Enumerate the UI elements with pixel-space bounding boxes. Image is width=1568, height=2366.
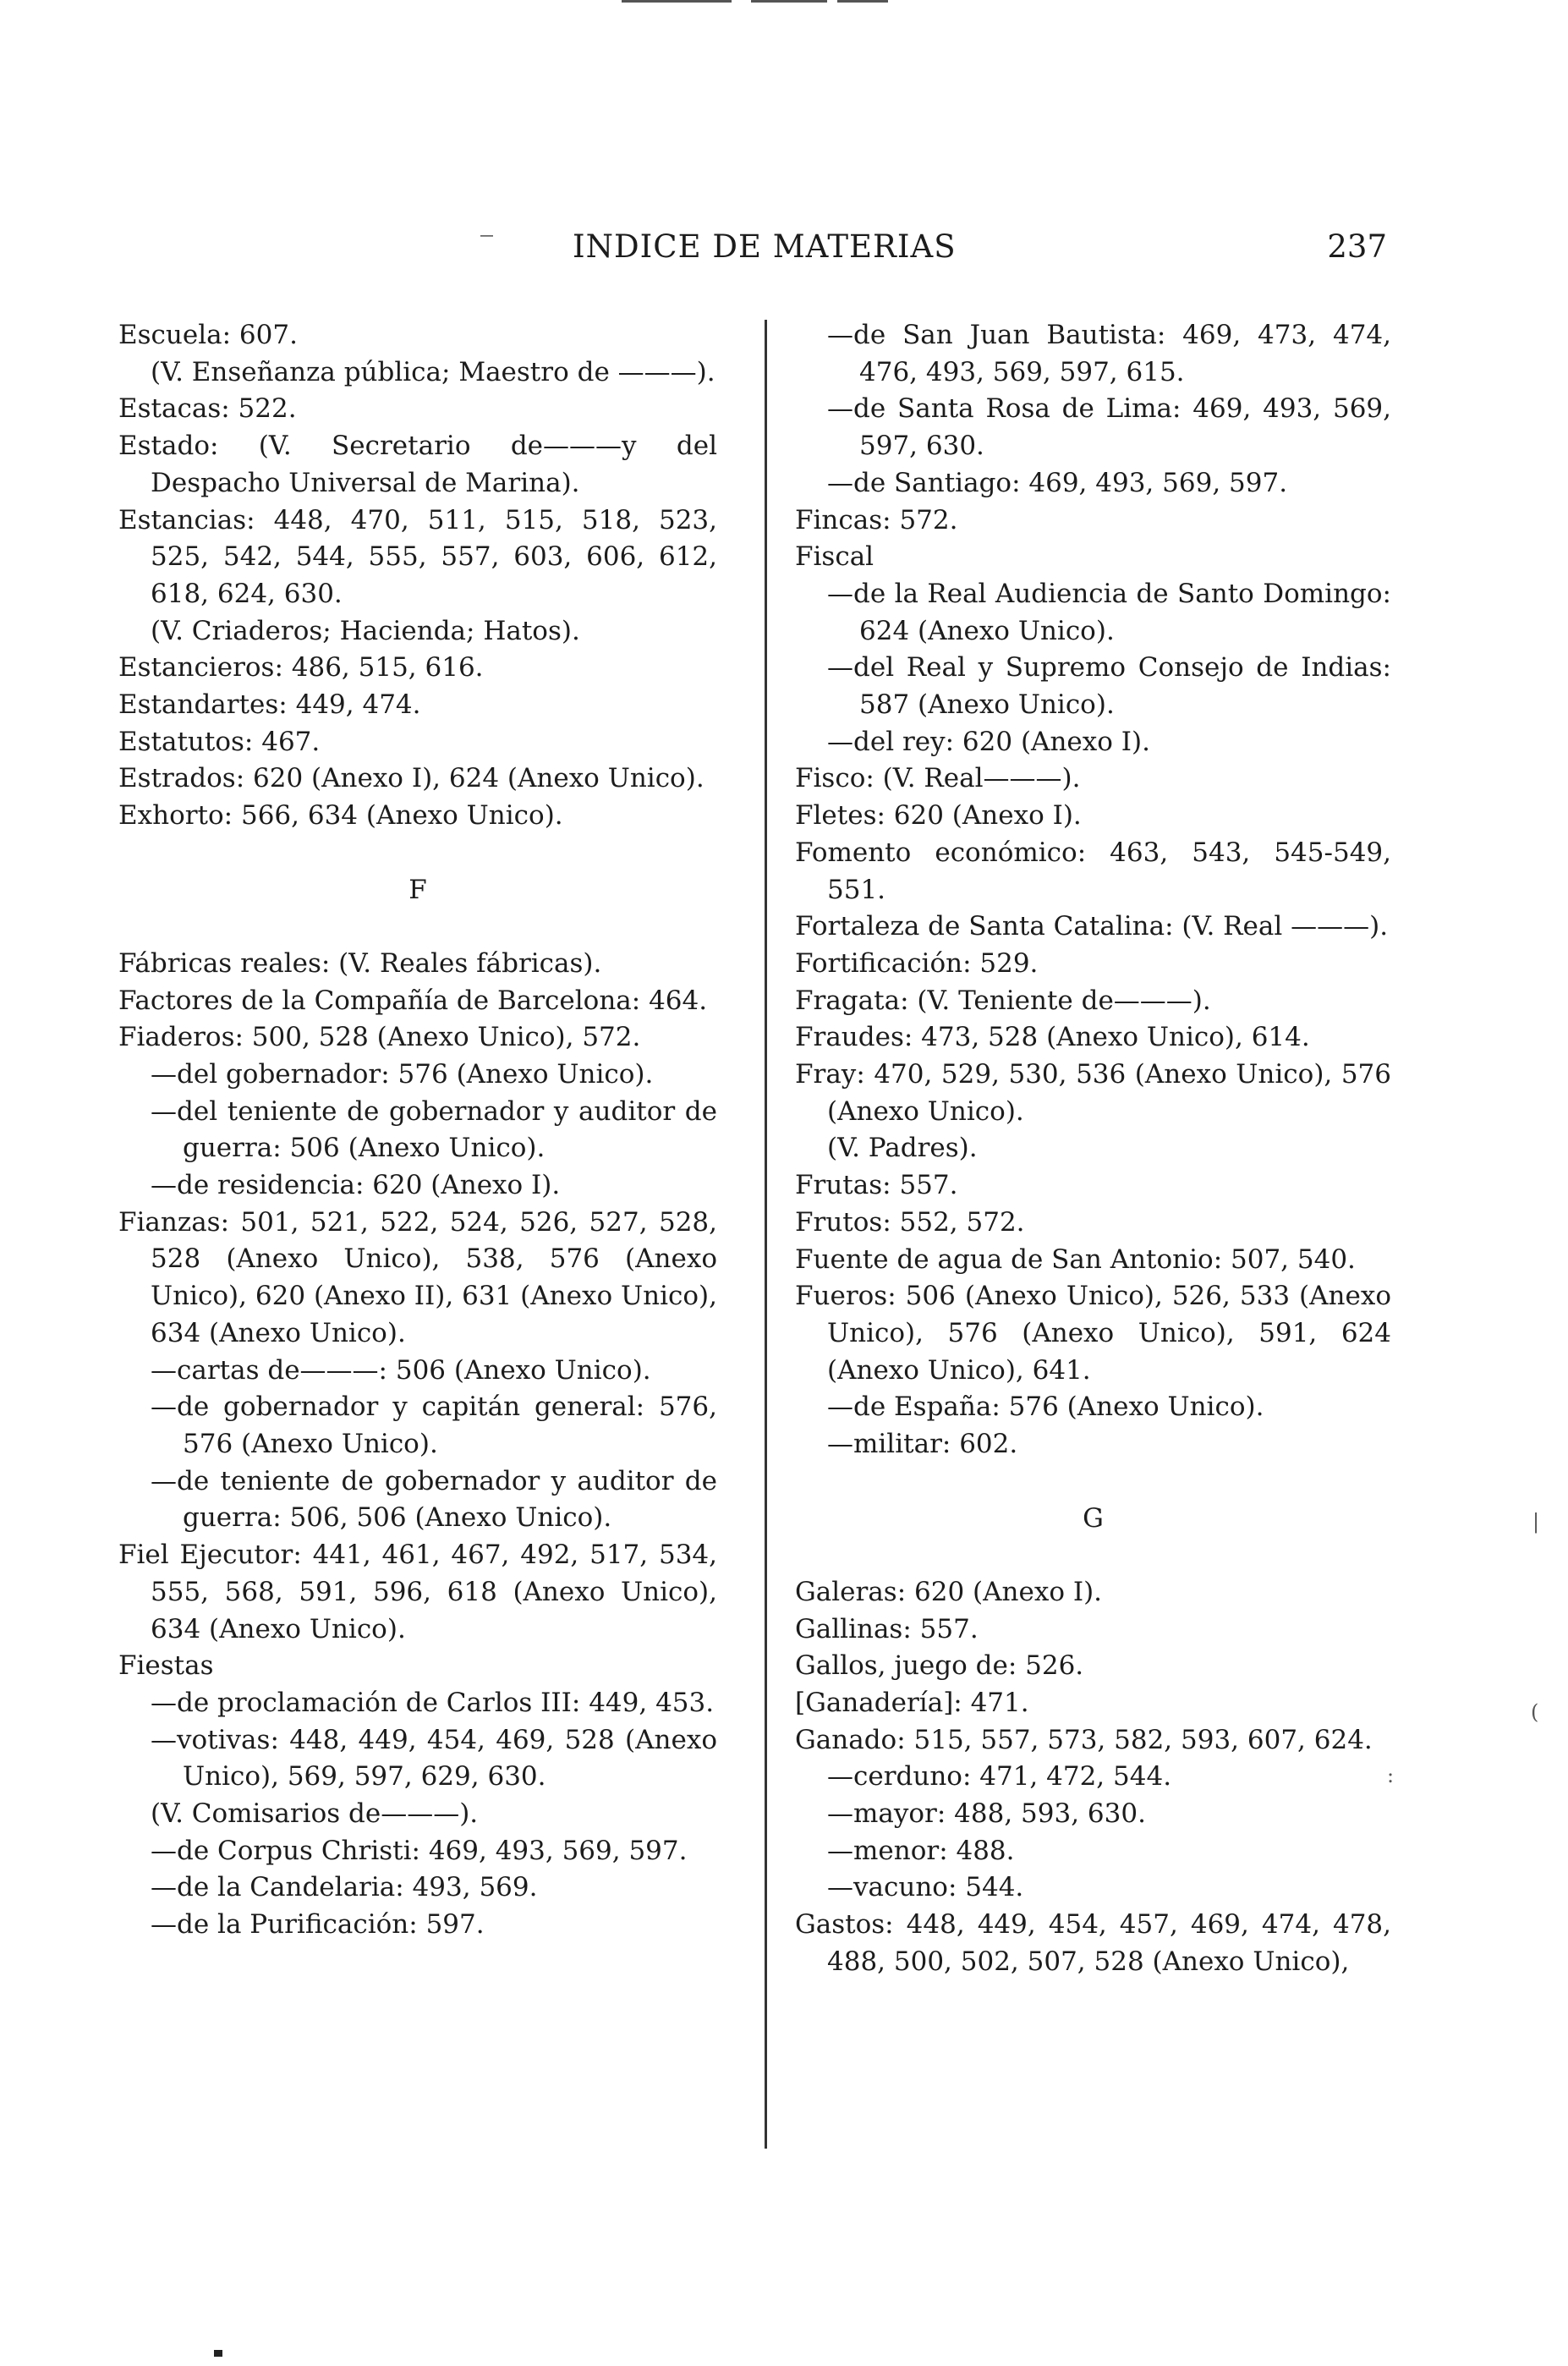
index-subentry: —de la Real Audiencia de Santo Domingo: 624 (Anexo Unico). (827, 578, 1391, 646)
index-entry: Estatutos: 467. (118, 726, 321, 757)
index-subentry: —de residencia: 620 (Anexo I). (151, 1170, 561, 1201)
index-subentry: —de Santa Rosa de Lima: 469, 493, 569, 597, 630. (827, 393, 1391, 462)
index-entry: Fisco: (V. Real———). (795, 763, 1081, 794)
index-entry: Escuela: 607. (118, 320, 298, 350)
index-entry: Fray: 470, 529, 530, 536 (Anexo Unico), 576 (Anexo Unico). (795, 1059, 1391, 1127)
index-subentry: —de teniente de gobernador y auditor de guerra: 506, 506 (Anexo Unico). (151, 1465, 717, 1534)
header-dash-mark: ‾ (480, 232, 493, 261)
index-subentry: (V. Comisarios de———). (151, 1798, 479, 1830)
index-subentry: —militar: 602. (827, 1429, 1018, 1460)
index-entry: Fragata: (V. Teniente de———). (795, 985, 1211, 1016)
index-subentry: —del rey: 620 (Anexo I). (827, 726, 1150, 757)
index-subentry: —del Real y Supremo Consejo de Indias: 587 (Anexo Unico). (827, 652, 1391, 721)
column-divider (765, 320, 767, 2149)
index-entry: Fomento económico: 463, 543, 545-549, 551. (795, 837, 1391, 905)
index-entry: Fortaleza de Santa Catalina: (V. Real ———). (795, 911, 1389, 942)
index-subentry: —de proclamación de Carlos III: 449, 453. (151, 1687, 715, 1718)
index-entry: Fiel Ejecutor: 441, 461, 467, 492, 517, 534, 555, 568, 591, 596, 618 (Anexo Unico), 634 (Anexo Unico). (118, 1540, 717, 1644)
index-entry: Fábricas reales: (V. Reales fábricas). (118, 947, 602, 979)
index-entry: Fletes: 620 (Anexo I). (795, 800, 1082, 832)
index-subentry: —de Santiago: 469, 493, 569, 597. (827, 467, 1288, 498)
index-entry: Estado: (V. Secretario de———y del Despacho Universal de Marina). (118, 431, 717, 498)
running-header (118, 228, 1387, 271)
index-subentry: —menor: 488. (827, 1835, 1015, 1866)
page-number: 237 (1327, 228, 1387, 265)
index-subentry: —de la Candelaria: 493, 569. (151, 1872, 538, 1903)
index-entry: Fortificación: 529. (795, 947, 1039, 979)
index-entry: Gastos: 448, 449, 454, 457, 469, 474, 478, 488, 500, 502, 507, 528 (Anexo Unico), (795, 1909, 1391, 1977)
index-subentry: —mayor: 488, 593, 630. (827, 1798, 1146, 1830)
scan-edge-mark (837, 0, 888, 3)
index-entry: Fiaderos: 500, 528 (Anexo Unico), 572. (118, 1022, 641, 1053)
section-letter: G (1083, 1502, 1104, 1534)
index-entry: Estandartes: 449, 474. (118, 689, 421, 721)
index-subentry: (V. Enseñanza pública; Maestro de ———). (151, 356, 715, 387)
index-entry: Frutas: 557. (795, 1170, 958, 1201)
index-entry: Estancias: 448, 470, 511, 515, 518, 523, 525, 542, 544, 555, 557, 603, 606, 612, 618, 624, 630. (118, 504, 717, 609)
index-entry: Fincas: 572. (795, 504, 958, 535)
page-title: INDICE DE MATERIAS (573, 228, 957, 265)
index-entry: Fuente de agua de San Antonio: 507, 540. (795, 1243, 1356, 1275)
index-entry: Estrados: 620 (Anexo I), 624 (Anexo Unico). (118, 763, 705, 794)
index-entry: Exhorto: 566, 634 (Anexo Unico). (118, 800, 563, 832)
index-subentry: —del teniente de gobernador y auditor de guerra: 506 (Anexo Unico). (151, 1095, 717, 1164)
margin-mark: ( (1531, 1700, 1539, 1724)
index-subentry: (V. Padres). (827, 1133, 978, 1164)
index-subentry: —cartas de———: 506 (Anexo Unico). (151, 1354, 651, 1386)
margin-mark: : (1387, 1764, 1395, 1787)
section-letter: F (408, 874, 427, 905)
index-entry: Factores de la Compañía de Barcelona: 464. (118, 985, 708, 1016)
index-column-left (118, 317, 717, 1944)
index-subentry: —de Corpus Christi: 469, 493, 569, 597. (151, 1835, 688, 1866)
margin-mark: | (1532, 1510, 1540, 1534)
index-subentry: —del gobernador: 576 (Anexo Unico). (151, 1058, 654, 1090)
index-entry: Ganado: 515, 557, 573, 582, 593, 607, 624. (795, 1724, 1373, 1755)
index-column-right (795, 317, 1391, 1981)
index-subentry: —vacuno: 544. (827, 1872, 1024, 1903)
index-entry: Fraudes: 473, 528 (Anexo Unico), 614. (795, 1022, 1310, 1053)
index-entry: Fiscal (795, 541, 874, 573)
index-entry: Frutos: 552, 572. (795, 1206, 1025, 1238)
index-entry: Gallos, juego de: 526. (795, 1650, 1084, 1682)
scan-edge-mark (622, 0, 732, 3)
index-subentry: —votivas: 448, 449, 454, 469, 528 (Anexo Unico), 569, 597, 629, 630. (151, 1724, 717, 1792)
index-entry: Estancieros: 486, 515, 616. (118, 652, 484, 683)
index-subentry: (V. Criaderos; Hacienda; Hatos). (151, 615, 580, 646)
index-subentry: —de la Purificación: 597. (151, 1909, 485, 1941)
index-entry: Fueros: 506 (Anexo Unico), 526, 533 (Anexo Unico), 576 (Anexo Unico), 591, 624 (Anexo Unico), 641. (795, 1281, 1391, 1386)
index-subentry: —cerduno: 471, 472, 544. (827, 1761, 1172, 1792)
index-subentry: —de gobernador y capitán general: 576, 576 (Anexo Unico). (151, 1392, 717, 1459)
scan-edge-mark (214, 2350, 222, 2357)
index-subentry: —de España: 576 (Anexo Unico). (827, 1392, 1264, 1423)
index-entry: Galeras: 620 (Anexo I). (795, 1576, 1103, 1607)
scan-edge-mark (751, 0, 827, 3)
index-entry: Fiestas (118, 1650, 214, 1682)
index-entry: [Ganadería]: 471. (795, 1687, 1029, 1718)
index-entry: Gallinas: 557. (795, 1613, 979, 1644)
index-subentry: —de San Juan Bautista: 469, 473, 474, 476, 493, 569, 597, 615. (827, 320, 1391, 387)
index-entry: Fianzas: 501, 521, 522, 524, 526, 527, 528, 528 (Anexo Unico), 538, 576 (Anexo Unico), 620 (Anexo II), 631 (Anexo Unico), 634 (Anexo Unico). (118, 1206, 717, 1348)
index-entry: Estacas: 522. (118, 393, 297, 425)
